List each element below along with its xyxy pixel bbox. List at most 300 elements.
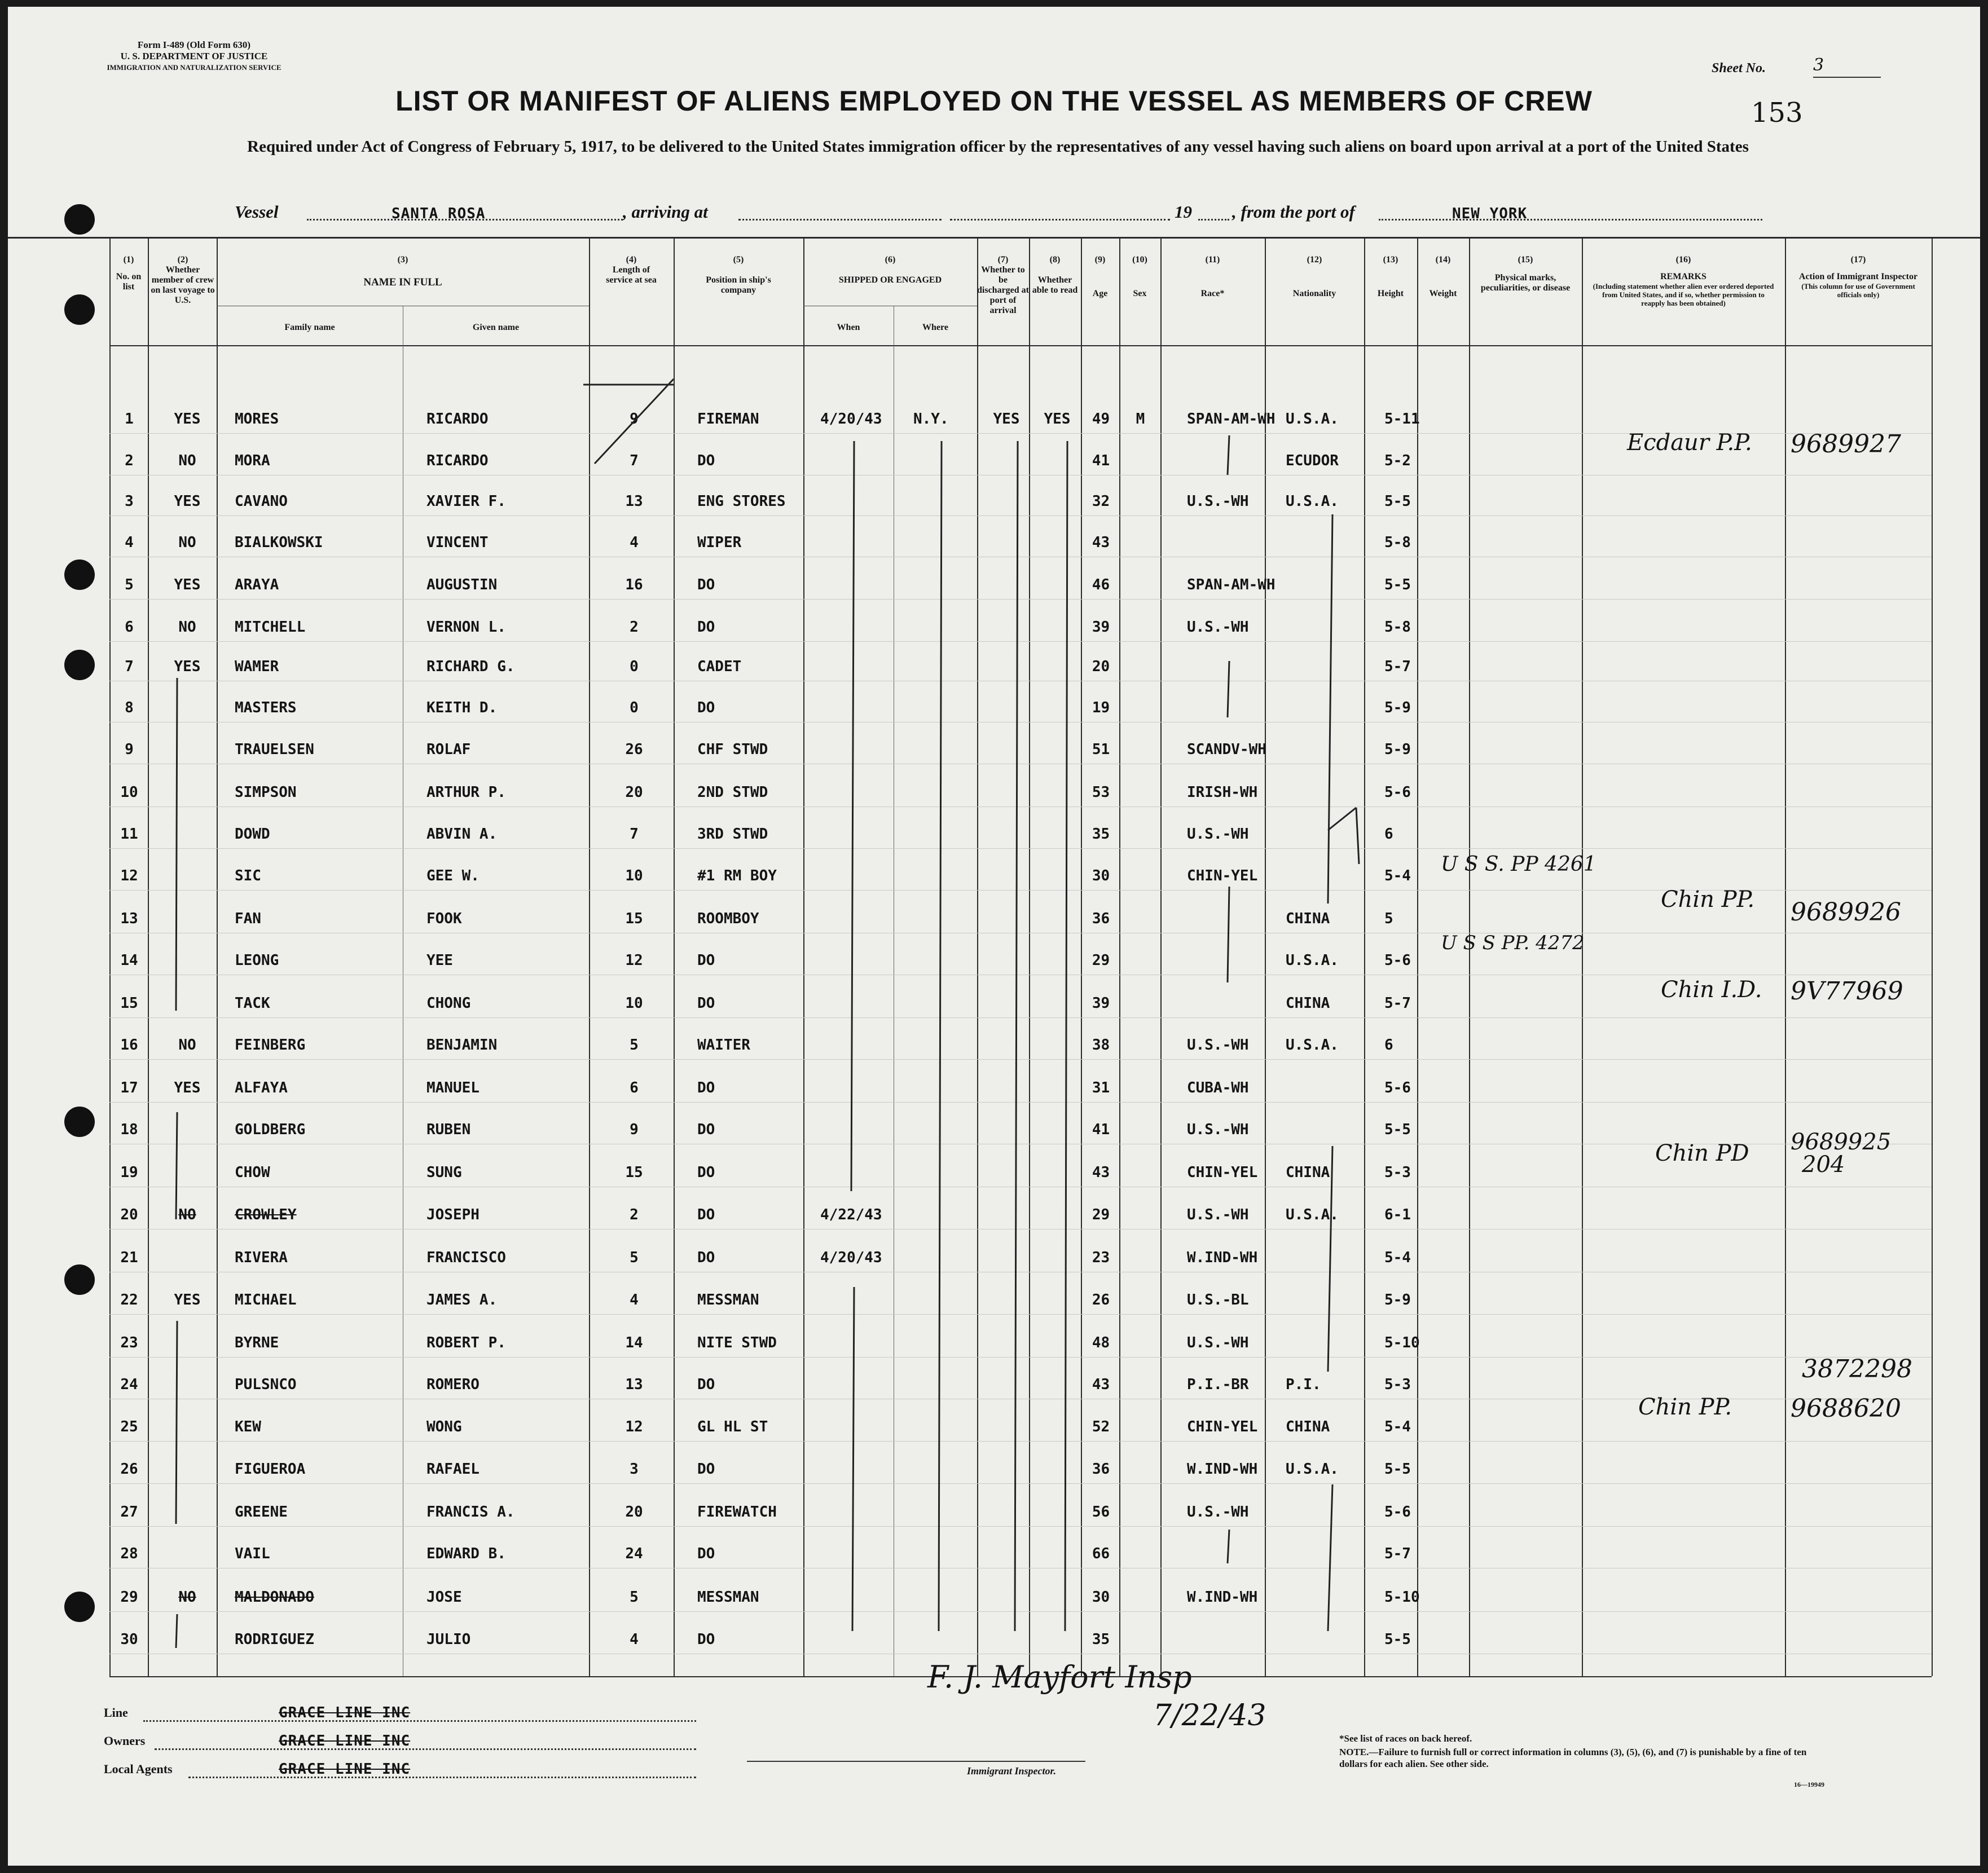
cell-given: RICARDO <box>426 411 489 428</box>
col-header-name: (3) NAME IN FULL <box>363 255 442 288</box>
cell-position: CHF STWD <box>697 741 768 758</box>
race-note: *See list of races on back hereof. <box>1339 1733 1472 1744</box>
cell-prev: YES <box>174 576 201 593</box>
owners-label: Owners <box>104 1734 146 1748</box>
cell-given: ROBERT P. <box>426 1334 506 1351</box>
nationality-ditto-line <box>1328 514 1332 904</box>
cell-service: 3 <box>630 1461 639 1478</box>
cell-read: YES <box>1044 411 1071 428</box>
signature-date: 7/22/43 <box>1153 1699 1266 1733</box>
col-header-family-name: Family name <box>284 323 335 332</box>
arriving-label: , arriving at <box>623 202 708 222</box>
cell-family: RIVERA <box>235 1249 288 1266</box>
cell-height: 5-6 <box>1384 784 1411 801</box>
cell-position: MESSMAN <box>697 1589 759 1606</box>
cell-service: 13 <box>625 1376 643 1393</box>
cell-given: JAMES A. <box>426 1292 498 1308</box>
cell-given: YEE <box>426 952 453 969</box>
cell-given: EDWARD B. <box>426 1545 506 1562</box>
line-value: GRACE LINE INC <box>279 1704 411 1721</box>
cell-age: 51 <box>1092 741 1110 758</box>
cell-position: ROOMBOY <box>697 910 759 927</box>
cell-race: U.S.-WH <box>1187 826 1249 843</box>
cell-prev: YES <box>174 493 201 510</box>
cell-race: U.S.-WH <box>1187 1504 1249 1521</box>
tick-mark <box>583 379 674 464</box>
line-label: Line <box>104 1705 128 1720</box>
cell-age: 26 <box>1092 1292 1110 1308</box>
inspector-signature-line <box>747 1761 1085 1762</box>
vessel-label: Vessel <box>235 202 279 222</box>
cell-position: 2ND STWD <box>697 784 768 801</box>
col-header-position: (5) Position in ship's company <box>706 255 771 295</box>
cell-nationality: P.I. <box>1286 1376 1321 1393</box>
remark-row-19: Chin PD <box>1655 1140 1749 1166</box>
cell-age: 39 <box>1092 619 1110 636</box>
col-header-where: Where <box>922 323 948 332</box>
row-number: 14 <box>120 952 138 969</box>
cell-height: 5-5 <box>1384 1631 1411 1648</box>
cell-race: CHIN-YEL <box>1187 1418 1258 1435</box>
cell-nationality: U.S.A. <box>1286 1206 1339 1223</box>
cell-nationality: CHINA <box>1286 995 1330 1012</box>
race-ditto-line <box>1228 435 1229 475</box>
cell-given: BENJAMIN <box>426 1037 498 1054</box>
row-number: 21 <box>120 1249 138 1266</box>
cell-race: CHIN-YEL <box>1187 867 1258 884</box>
cell-service: 14 <box>625 1334 643 1351</box>
cell-height: 5-7 <box>1384 995 1411 1012</box>
cell-age: 66 <box>1092 1545 1110 1562</box>
cell-height: 5-10 <box>1384 1589 1420 1606</box>
col-header-no: (1) No. on list <box>116 255 142 292</box>
sheet-number: 3 <box>1813 55 1881 78</box>
cell-position: NITE STWD <box>697 1334 777 1351</box>
cell-race: U.S.-WH <box>1187 619 1249 636</box>
cell-family: CAVANO <box>235 493 288 510</box>
row-number: 29 <box>120 1589 138 1606</box>
cell-prev: NO <box>178 534 196 551</box>
print-code: 16—19949 <box>1794 1781 1824 1788</box>
cell-position: GL HL ST <box>697 1418 768 1435</box>
cell-service: 15 <box>625 1164 643 1181</box>
cell-service: 6 <box>630 1079 639 1096</box>
col-header-age: (9) Age <box>1092 255 1108 298</box>
cell-family: MASTERS <box>235 699 297 716</box>
cell-nationality: U.S.A. <box>1286 411 1339 428</box>
cell-position: DO <box>697 576 715 593</box>
row-number: 10 <box>120 784 138 801</box>
cell-given: RUBEN <box>426 1121 471 1138</box>
cell-nationality: U.S.A. <box>1286 952 1339 969</box>
action-row-25: 9688620 <box>1791 1394 1901 1423</box>
cell-age: 35 <box>1092 826 1110 843</box>
read-ditto-line <box>1065 441 1067 1631</box>
cell-family: MITCHELL <box>235 619 306 636</box>
cell-service: 10 <box>625 995 643 1012</box>
cell-service: 4 <box>630 534 639 551</box>
port-label: , from the port of <box>1232 202 1355 222</box>
cell-family: MORA <box>235 452 270 469</box>
race-ditto-line <box>1228 1530 1229 1563</box>
cell-race: SPAN-AM-WH <box>1187 576 1276 593</box>
cell-height: 5-6 <box>1384 1079 1411 1096</box>
cell-age: 20 <box>1092 658 1110 675</box>
cell-service: 2 <box>630 619 639 636</box>
cell-nationality: CHINA <box>1286 1418 1330 1435</box>
cell-position: #1 RM BOY <box>697 867 777 884</box>
cell-given: JOSE <box>426 1589 462 1606</box>
col-header-previous-voyage: (2) Whether member of crew on last voyage to U.S. <box>151 255 215 305</box>
cell-age: 41 <box>1092 1121 1110 1138</box>
cell-height: 5-5 <box>1384 1121 1411 1138</box>
row-number: 24 <box>120 1376 138 1393</box>
department: U. S. DEPARTMENT OF JUSTICE <box>120 51 268 61</box>
row-number: 5 <box>125 576 134 593</box>
cell-given: KEITH D. <box>426 699 498 716</box>
col-header-height: (13) Height <box>1377 255 1404 298</box>
cell-race: U.S.-WH <box>1187 1121 1249 1138</box>
cell-service: 10 <box>625 867 643 884</box>
cell-nationality: CHINA <box>1286 1164 1330 1181</box>
cell-family: FEINBERG <box>235 1037 306 1054</box>
cell-height: 6-1 <box>1384 1206 1411 1223</box>
remark-row-25: Chin PP. <box>1638 1394 1732 1420</box>
cell-given: RICHARD G. <box>426 658 515 675</box>
cell-age: 49 <box>1092 411 1110 428</box>
cell-nationality: U.S.A. <box>1286 1037 1339 1054</box>
cell-race: W.IND-WH <box>1187 1249 1258 1266</box>
action-row-24: 3872298 <box>1802 1355 1912 1383</box>
cell-family: GOLDBERG <box>235 1121 306 1138</box>
cell-age: 43 <box>1092 534 1110 551</box>
cell-service: 7 <box>630 452 639 469</box>
cell-family: CROWLEY <box>235 1206 297 1223</box>
ditto-strokes <box>8 7 1980 1866</box>
cell-race: CHIN-YEL <box>1187 1164 1258 1181</box>
cell-age: 56 <box>1092 1504 1110 1521</box>
cell-age: 36 <box>1092 910 1110 927</box>
col-header-race: (11) Race* <box>1200 255 1225 298</box>
cell-family: BYRNE <box>235 1334 279 1351</box>
cell-service: 20 <box>625 784 643 801</box>
nationality-ditto-line <box>1328 1484 1332 1631</box>
cell-position: DO <box>697 699 715 716</box>
prev-voyage-ditto-line <box>176 1321 177 1524</box>
row-number: 30 <box>120 1631 138 1648</box>
cell-when: 4/20/43 <box>820 1249 882 1266</box>
cell-position: DO <box>697 952 715 969</box>
cell-given: RICARDO <box>426 452 489 469</box>
agents-underline <box>188 1777 696 1778</box>
cell-given: AUGUSTIN <box>426 576 498 593</box>
cell-service: 12 <box>625 952 643 969</box>
cell-family: FAN <box>235 910 261 927</box>
cell-family: SIC <box>235 867 261 884</box>
prev-voyage-ditto-line <box>176 678 177 1011</box>
cell-service: 12 <box>625 1418 643 1435</box>
row-number: 19 <box>120 1164 138 1181</box>
row-number: 28 <box>120 1545 138 1562</box>
cell-age: 32 <box>1092 493 1110 510</box>
cell-prev: NO <box>178 1037 196 1054</box>
cell-family: FIGUEROA <box>235 1461 306 1478</box>
cell-height: 5-5 <box>1384 493 1411 510</box>
form-number: Form I-489 (Old Form 630) <box>137 39 251 50</box>
cell-age: 43 <box>1092 1164 1110 1181</box>
when-ditto-line <box>852 1287 854 1631</box>
cell-family: MORES <box>235 411 279 428</box>
cell-service: 7 <box>630 826 639 843</box>
cell-age: 29 <box>1092 952 1110 969</box>
cell-age: 30 <box>1092 867 1110 884</box>
row-number: 7 <box>125 658 134 675</box>
vessel-name: SANTA ROSA <box>392 205 486 222</box>
penalty-note: NOTE.—Failure to furnish full or correct information in columns (3), (5), (6), and (7) is punishable by a fine of ten dollars for each alien. See other side. <box>1339 1747 1807 1769</box>
line-underline <box>143 1720 696 1722</box>
cell-family: MICHAEL <box>235 1292 297 1308</box>
col-header-when: When <box>837 323 860 332</box>
race-ditto-line <box>1228 661 1229 717</box>
cell-family: SIMPSON <box>235 784 297 801</box>
cell-height: 5-8 <box>1384 619 1411 636</box>
cell-given: JULIO <box>426 1631 471 1648</box>
cell-age: 41 <box>1092 452 1110 469</box>
cell-height: 5-6 <box>1384 1504 1411 1521</box>
remark-row-13: Chin PP. <box>1661 887 1755 913</box>
cell-given: VERNON L. <box>426 619 506 636</box>
cell-prev: NO <box>178 619 196 636</box>
remark-row-14: U S S PP. 4272 <box>1441 932 1585 954</box>
cell-height: 5-7 <box>1384 1545 1411 1562</box>
cell-prev: YES <box>174 1079 201 1096</box>
col-header-inspector-action: (17) Action of Immigrant Inspector (This column for use of Government officials only) <box>1798 255 1918 299</box>
agents-value: GRACE LINE INC <box>279 1761 411 1778</box>
cell-height: 5-8 <box>1384 534 1411 551</box>
row-number: 26 <box>120 1461 138 1478</box>
race-ditto-line <box>1228 887 1229 982</box>
cell-service: 13 <box>625 493 643 510</box>
prev-voyage-ditto-line <box>176 1112 177 1219</box>
cell-age: 19 <box>1092 699 1110 716</box>
cell-height: 5-10 <box>1384 1334 1420 1351</box>
cell-family: MALDONADO <box>235 1589 314 1606</box>
cell-height: 5-4 <box>1384 1249 1411 1266</box>
cell-position: DO <box>697 452 715 469</box>
action-row-2: 9689927 <box>1791 430 1901 459</box>
cell-position: DO <box>697 619 715 636</box>
cell-service: 0 <box>630 658 639 675</box>
cell-age: 35 <box>1092 1631 1110 1648</box>
cell-age: 31 <box>1092 1079 1110 1096</box>
page-subtitle: Required under Act of Congress of February 5, 1917, to be delivered to the United States immigration officer by the representatives of any vessel having such aliens on board upon arrival at a port of the United States <box>247 138 1749 156</box>
cell-given: FRANCIS A. <box>426 1504 515 1521</box>
cell-height: 5-3 <box>1384 1376 1411 1393</box>
port-name: NEW YORK <box>1452 205 1528 222</box>
cell-position: DO <box>697 995 715 1012</box>
cell-position: CADET <box>697 658 742 675</box>
action-row-19a: 9689925 <box>1791 1129 1892 1155</box>
cell-race: W.IND-WH <box>1187 1589 1258 1606</box>
cell-position: DO <box>697 1545 715 1562</box>
row-number: 4 <box>125 534 134 551</box>
cell-given: CHONG <box>426 995 471 1012</box>
remark-row-12: U S S. PP 4261 <box>1441 853 1596 876</box>
inspector-signature: F. J. Mayfort Insp <box>927 1659 1192 1695</box>
cell-family: TACK <box>235 995 270 1012</box>
row-number: 22 <box>120 1292 138 1308</box>
page-title: LIST OR MANIFEST OF ALIENS EMPLOYED ON THE VESSEL AS MEMBERS OF CREW <box>395 85 1593 117</box>
cell-prev: NO <box>178 452 196 469</box>
cell-service: 4 <box>630 1292 639 1308</box>
cell-family: VAIL <box>235 1545 270 1562</box>
cell-height: 5-5 <box>1384 576 1411 593</box>
cell-age: 39 <box>1092 995 1110 1012</box>
cell-height: 5-3 <box>1384 1164 1411 1181</box>
cell-family: LEONG <box>235 952 279 969</box>
cell-nationality: U.S.A. <box>1286 493 1339 510</box>
cell-height: 5-2 <box>1384 452 1411 469</box>
inspector-label: Immigrant Inspector. <box>967 1765 1057 1777</box>
cell-age: 52 <box>1092 1418 1110 1435</box>
cell-height: 5-9 <box>1384 1292 1411 1308</box>
page-number: 153 <box>1751 97 1803 129</box>
cell-height: 5-7 <box>1384 658 1411 675</box>
cell-sex: M <box>1136 411 1145 428</box>
cell-prev: YES <box>174 1292 201 1308</box>
cell-given: FRANCISCO <box>426 1249 506 1266</box>
cell-service: 15 <box>625 910 643 927</box>
cell-age: 36 <box>1092 1461 1110 1478</box>
prev-voyage-ditto-line <box>176 1614 177 1648</box>
cell-height: 5-5 <box>1384 1461 1411 1478</box>
cell-family: TRAUELSEN <box>235 741 314 758</box>
cell-position: DO <box>697 1461 715 1478</box>
cell-given: SUNG <box>426 1164 462 1181</box>
cell-position: DO <box>697 1376 715 1393</box>
col-header-weight: (14) Weight <box>1429 255 1457 298</box>
cell-height: 5-11 <box>1384 411 1420 428</box>
agents-label: Local Agents <box>104 1762 173 1776</box>
cell-height: 5-4 <box>1384 1418 1411 1435</box>
cell-nationality: U.S.A. <box>1286 1461 1339 1478</box>
cell-age: 46 <box>1092 576 1110 593</box>
cell-family: ALFAYA <box>235 1079 288 1096</box>
row-number: 17 <box>120 1079 138 1096</box>
row-number: 9 <box>125 741 134 758</box>
col-header-remarks: (16) REMARKS (Including statement whether alien ever ordered deported from United States, and if so, whether permission to reapply has been obtained) <box>1593 255 1774 307</box>
cell-service: 16 <box>625 576 643 593</box>
cell-position: DO <box>697 1206 715 1223</box>
cell-service: 9 <box>630 411 639 428</box>
col-header-service-length: (4) Length of service at sea <box>606 255 657 285</box>
cell-family: CHOW <box>235 1164 270 1181</box>
cell-given: ABVIN A. <box>426 826 498 843</box>
cell-age: 29 <box>1092 1206 1110 1223</box>
row-number: 16 <box>120 1037 138 1054</box>
col-header-physical-marks: (15) Physical marks, peculiarities, or disease <box>1480 255 1571 293</box>
cell-age: 43 <box>1092 1376 1110 1393</box>
cell-position: WIPER <box>697 534 742 551</box>
year-label: 19 <box>1175 202 1192 222</box>
cell-given: GEE W. <box>426 867 480 884</box>
cell-race: P.I.-BR <box>1187 1376 1249 1393</box>
cell-race: IRISH-WH <box>1187 784 1258 801</box>
cell-given: ROLAF <box>426 741 471 758</box>
service-name: IMMIGRATION AND NATURALIZATION SERVICE <box>107 63 282 72</box>
cell-service: 2 <box>630 1206 639 1223</box>
cell-where: N.Y. <box>913 411 949 428</box>
cell-race: SPAN-AM-WH <box>1187 411 1276 428</box>
cell-height: 5-9 <box>1384 741 1411 758</box>
cell-height: 5 <box>1384 910 1393 927</box>
row-number: 2 <box>125 452 134 469</box>
cell-when: 4/20/43 <box>820 411 882 428</box>
row-number: 27 <box>120 1504 138 1521</box>
cell-race: W.IND-WH <box>1187 1461 1258 1478</box>
cell-family: PULSNCO <box>235 1376 297 1393</box>
cell-height: 5-9 <box>1384 699 1411 716</box>
cell-given: MANUEL <box>426 1079 480 1096</box>
cell-position: DO <box>697 1079 715 1096</box>
cell-race: U.S.-WH <box>1187 1037 1249 1054</box>
col-header-shipped: (6) SHIPPED OR ENGAGED <box>838 255 942 285</box>
cell-position: 3RD STWD <box>697 826 768 843</box>
cell-service: 5 <box>630 1249 639 1266</box>
cell-service: 4 <box>630 1631 639 1648</box>
row-number: 12 <box>120 867 138 884</box>
cell-service: 5 <box>630 1589 639 1606</box>
cell-age: 53 <box>1092 784 1110 801</box>
col-header-given-name: Given name <box>472 323 520 332</box>
row-number: 1 <box>125 411 134 428</box>
cell-given: VINCENT <box>426 534 489 551</box>
cell-nationality: CHINA <box>1286 910 1330 927</box>
cell-family: ARAYA <box>235 576 279 593</box>
cell-service: 9 <box>630 1121 639 1138</box>
sheet-number-label: Sheet No. <box>1712 61 1766 76</box>
cell-service: 24 <box>625 1545 643 1562</box>
cell-service: 26 <box>625 741 643 758</box>
cell-discharged: YES <box>993 411 1020 428</box>
remark-row-2: Ecdaur P.P. <box>1627 430 1752 456</box>
row-number: 18 <box>120 1121 138 1138</box>
cell-family: GREENE <box>235 1504 288 1521</box>
cell-family: KEW <box>235 1418 261 1435</box>
cell-service: 0 <box>630 699 639 716</box>
cell-given: ROMERO <box>426 1376 480 1393</box>
cell-height: 6 <box>1384 1037 1393 1054</box>
cell-race: U.S.-WH <box>1187 1206 1249 1223</box>
row-number: 20 <box>120 1206 138 1223</box>
cell-position: FIREWATCH <box>697 1504 777 1521</box>
where-ditto-line <box>939 441 942 1631</box>
cell-given: RAFAEL <box>426 1461 480 1478</box>
cell-prev: YES <box>174 658 201 675</box>
cell-height: 5-6 <box>1384 952 1411 969</box>
cell-race: SCANDV-WH <box>1187 741 1266 758</box>
discharged-ditto-line <box>1015 441 1018 1631</box>
cell-when: 4/22/43 <box>820 1206 882 1223</box>
row-number: 13 <box>120 910 138 927</box>
action-row-13: 9689926 <box>1791 898 1901 927</box>
cell-prev: YES <box>174 411 201 428</box>
owners-underline <box>155 1748 696 1750</box>
cell-given: XAVIER F. <box>426 493 506 510</box>
cell-family: BIALKOWSKI <box>235 534 323 551</box>
cell-position: WAITER <box>697 1037 750 1054</box>
cell-age: 38 <box>1092 1037 1110 1054</box>
